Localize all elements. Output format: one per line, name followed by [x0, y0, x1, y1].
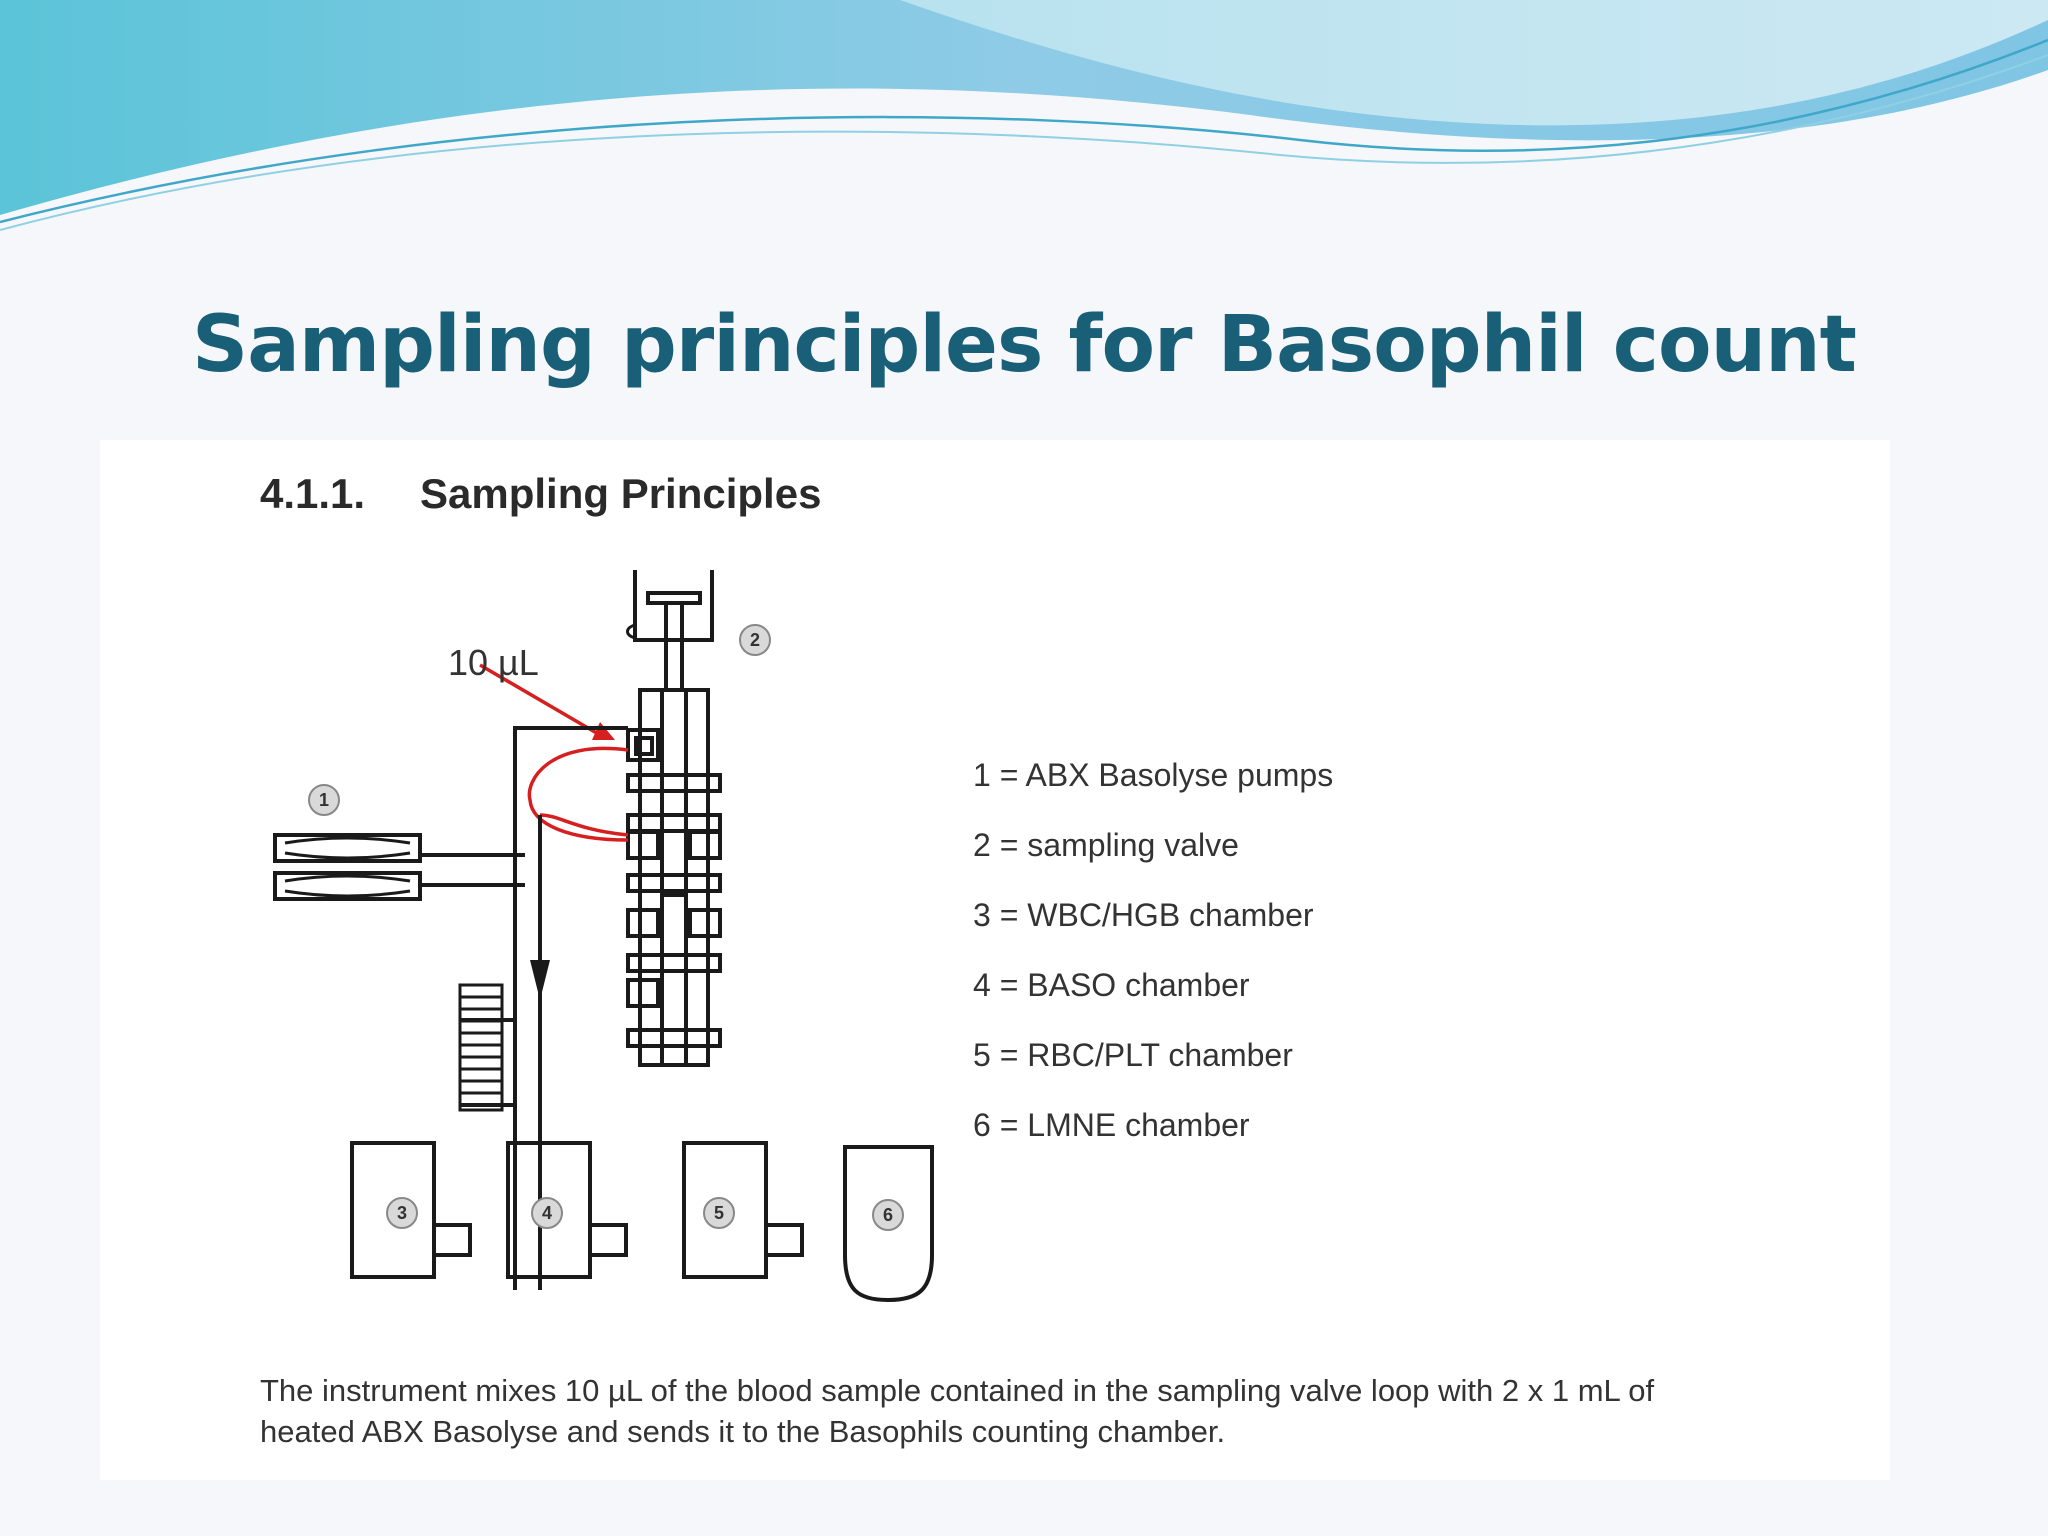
legend-item: 1 = ABX Basolyse pumps [973, 757, 1334, 793]
legend-item: 2 = sampling valve [973, 827, 1239, 863]
callout-3 [387, 1198, 417, 1228]
callout-5 [704, 1198, 734, 1228]
callout-6-number: 6 [882, 1205, 894, 1225]
sampling-valve-top [628, 570, 713, 690]
basolyse-pumps [275, 835, 525, 899]
section-title: Sampling Principles [420, 470, 822, 517]
callout-5-number: 5 [713, 1203, 725, 1223]
legend-item: 6 = LMNE chamber [973, 1107, 1250, 1143]
legend-item: 4 = BASO chamber [973, 967, 1250, 1003]
caption-line: The instrument mixes 10 µL of the blood sample contained in the sampling valve loop with 2 x 1 mL of [260, 1373, 1655, 1408]
callout-1-number: 1 [318, 790, 330, 810]
sample-loop [480, 665, 628, 840]
header-wave-decoration [0, 0, 2048, 240]
sampling-valve-body [628, 690, 720, 1065]
callout-4-number: 4 [541, 1203, 553, 1223]
chamber-rbc-plt [684, 1143, 802, 1277]
volume-label: 10 µL [448, 642, 539, 683]
legend [973, 740, 1333, 1160]
callout-4 [532, 1198, 562, 1228]
figure-panel [100, 440, 1890, 1480]
figure-caption [260, 1370, 1860, 1452]
slide-title: Sampling principles for Basophil count [192, 300, 1856, 390]
callout-2-number: 2 [749, 630, 761, 650]
legend-item: 5 = RBC/PLT chamber [973, 1037, 1293, 1073]
callout-1 [309, 785, 339, 815]
callout-2 [740, 625, 770, 655]
chamber-baso [508, 1143, 626, 1277]
callout-6 [873, 1200, 903, 1230]
section-number: 4.1.1. [260, 470, 366, 517]
legend-item: 3 = WBC/HGB chamber [973, 897, 1314, 933]
heater-coil [460, 985, 502, 1110]
caption-line: heated ABX Basolyse and sends it to the Basophils counting chamber. [260, 1414, 1226, 1449]
callout-3-number: 3 [396, 1203, 408, 1223]
